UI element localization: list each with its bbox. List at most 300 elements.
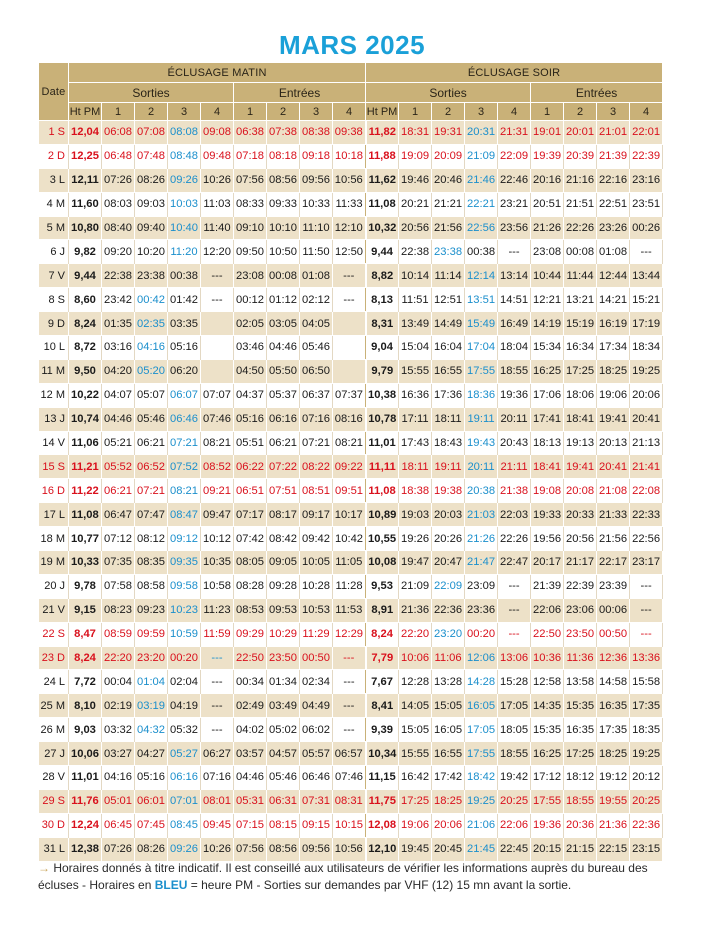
morning-entree-cell: 06:57 bbox=[333, 742, 366, 766]
evening-sortie-cell: 18:36 bbox=[465, 383, 498, 407]
morning-sortie-cell: 08:58 bbox=[135, 574, 168, 598]
evening-sortie-cell: 13:49 bbox=[399, 312, 432, 336]
evening-sortie-cell: 17:05 bbox=[465, 718, 498, 742]
date-cell: 28 V bbox=[39, 766, 69, 790]
evening-sortie-cell: 19:43 bbox=[465, 431, 498, 455]
morning-sortie-cell: 09:48 bbox=[201, 144, 234, 168]
evening-entree-cell: 22:39 bbox=[564, 574, 597, 598]
morning-entree-cell: 01:12 bbox=[267, 288, 300, 312]
evening-sortie-cell: 18:11 bbox=[399, 455, 432, 479]
morning-entree-cell: 08:38 bbox=[300, 121, 333, 145]
morning-entree-cell: 09:38 bbox=[333, 121, 366, 145]
morning-entree-cell: 09:50 bbox=[234, 240, 267, 264]
evening-entree-cell: --- bbox=[630, 622, 663, 646]
date-cell: 22 S bbox=[39, 622, 69, 646]
morning-sortie-cell: 07:48 bbox=[135, 144, 168, 168]
morning-sortie-cell: 02:19 bbox=[102, 694, 135, 718]
evening-entree-cell: 00:08 bbox=[564, 240, 597, 264]
morning-height-cell: 11,08 bbox=[69, 503, 102, 527]
morning-entree-cell: 09:18 bbox=[300, 144, 333, 168]
evening-sortie-cell: 10:14 bbox=[399, 264, 432, 288]
table-row bbox=[39, 837, 663, 861]
evening-sortie-cell: 22:09 bbox=[432, 574, 465, 598]
evening-sortie-cell: 22:38 bbox=[399, 240, 432, 264]
col-num: 4 bbox=[201, 103, 234, 121]
morning-entree-cell: 08:18 bbox=[267, 144, 300, 168]
morning-entree-cell: 10:42 bbox=[333, 527, 366, 551]
morning-sortie-cell: 07:12 bbox=[102, 527, 135, 551]
evening-sortie-cell: 11:51 bbox=[399, 288, 432, 312]
evening-entree-cell: 22:39 bbox=[630, 144, 663, 168]
morning-sortie-cell: 09:45 bbox=[201, 813, 234, 837]
evening-entree-cell: 13:36 bbox=[630, 646, 663, 670]
morning-entree-cell: 05:46 bbox=[300, 336, 333, 360]
morning-sortie-cell: 10:12 bbox=[201, 527, 234, 551]
date-cell: 18 M bbox=[39, 527, 69, 551]
col-num: 3 bbox=[300, 103, 333, 121]
morning-entree-cell: 00:12 bbox=[234, 288, 267, 312]
col-num: 1 bbox=[399, 103, 432, 121]
evening-sortie-cell: 23:38 bbox=[432, 240, 465, 264]
arrow-icon: → bbox=[38, 861, 50, 875]
evening-entree-cell: 18:06 bbox=[564, 383, 597, 407]
evening-entree-cell: 19:56 bbox=[531, 527, 564, 551]
table-row bbox=[39, 694, 663, 718]
evening-sortie-cell: 23:56 bbox=[498, 216, 531, 240]
date-cell: 20 J bbox=[39, 574, 69, 598]
morning-entree-cell: 02:12 bbox=[300, 288, 333, 312]
morning-sortie-cell: 09:35 bbox=[168, 551, 201, 575]
col-num: 4 bbox=[333, 103, 366, 121]
morning-entree-cell: 07:56 bbox=[234, 168, 267, 192]
col-num: 3 bbox=[168, 103, 201, 121]
morning-entree-cell: 06:51 bbox=[234, 479, 267, 503]
evening-sortie-cell: 16:05 bbox=[465, 694, 498, 718]
morning-sortie-cell: 06:20 bbox=[168, 359, 201, 383]
date-cell: 19 M bbox=[39, 551, 69, 575]
evening-sortie-cell: 14:51 bbox=[498, 288, 531, 312]
morning-sortie-cell: 01:42 bbox=[168, 288, 201, 312]
morning-sortie-cell: 07:47 bbox=[135, 503, 168, 527]
evening-htpm-header: Ht PM bbox=[366, 103, 399, 121]
evening-height-cell: 10,32 bbox=[366, 216, 399, 240]
morning-entree-cell: 10:50 bbox=[267, 240, 300, 264]
morning-entree-cell: 10:53 bbox=[300, 598, 333, 622]
morning-entree-cell: 06:02 bbox=[300, 718, 333, 742]
evening-height-cell: 10,08 bbox=[366, 551, 399, 575]
table-row bbox=[39, 359, 663, 383]
date-column-header: Date bbox=[39, 63, 69, 121]
evening-entree-cell: 00:50 bbox=[597, 622, 630, 646]
morning-sortie-cell: 10:26 bbox=[201, 168, 234, 192]
date-cell: 4 M bbox=[39, 192, 69, 216]
morning-sortie-cell: 06:52 bbox=[135, 455, 168, 479]
morning-sortie-cell: 10:58 bbox=[201, 574, 234, 598]
morning-entree-cell: 08:17 bbox=[267, 503, 300, 527]
evening-sortie-cell: 21:09 bbox=[399, 574, 432, 598]
evening-sortie-cell: 20:11 bbox=[498, 407, 531, 431]
morning-entree-cell: 09:15 bbox=[300, 813, 333, 837]
evening-sortie-cell: 22:21 bbox=[465, 192, 498, 216]
date-cell: 30 D bbox=[39, 813, 69, 837]
evening-entree-cell: 21:39 bbox=[597, 144, 630, 168]
morning-entree-cell: 08:31 bbox=[333, 789, 366, 813]
evening-sortie-cell: 21:06 bbox=[465, 813, 498, 837]
evening-sortie-cell: 16:36 bbox=[399, 383, 432, 407]
evening-sortie-cell: 22:09 bbox=[498, 144, 531, 168]
table-row bbox=[39, 527, 663, 551]
morning-entree-cell: 10:17 bbox=[333, 503, 366, 527]
morning-sortie-cell: 23:42 bbox=[102, 288, 135, 312]
table-row bbox=[39, 336, 663, 360]
morning-htpm-header: Ht PM bbox=[69, 103, 102, 121]
morning-entree-cell: 23:08 bbox=[234, 264, 267, 288]
evening-entree-cell: 15:35 bbox=[564, 694, 597, 718]
morning-sortie-cell: 05:16 bbox=[135, 766, 168, 790]
evening-entree-cell: 16:34 bbox=[564, 336, 597, 360]
evening-sortie-cell: 00:38 bbox=[465, 240, 498, 264]
evening-entree-cell: 19:01 bbox=[531, 121, 564, 145]
col-num: 2 bbox=[432, 103, 465, 121]
table-row bbox=[39, 407, 663, 431]
morning-height-cell: 8,60 bbox=[69, 288, 102, 312]
evening-entree-cell: 22:50 bbox=[531, 622, 564, 646]
evening-entree-cell: 14:19 bbox=[531, 312, 564, 336]
evening-entree-cell: 23:17 bbox=[630, 551, 663, 575]
morning-entree-cell: 06:38 bbox=[234, 121, 267, 145]
evening-entree-cell: 22:06 bbox=[531, 598, 564, 622]
morning-sortie-cell: 05:20 bbox=[135, 359, 168, 383]
morning-entree-cell: 12:50 bbox=[333, 240, 366, 264]
table-row bbox=[39, 718, 663, 742]
footnote-blue-word: BLEU bbox=[154, 878, 188, 892]
morning-sortie-cell: 11:03 bbox=[201, 192, 234, 216]
morning-entree-cell: 09:51 bbox=[333, 479, 366, 503]
morning-entree-cell: --- bbox=[333, 670, 366, 694]
col-num: 3 bbox=[465, 103, 498, 121]
morning-sortie-cell: 03:16 bbox=[102, 336, 135, 360]
morning-entree-cell: --- bbox=[333, 264, 366, 288]
evening-entree-cell: 23:15 bbox=[630, 837, 663, 861]
evening-entree-cell: 17:25 bbox=[564, 742, 597, 766]
evening-sortie-cell: 21:03 bbox=[465, 503, 498, 527]
evening-height-cell: 9,79 bbox=[366, 359, 399, 383]
morning-sortie-cell: 06:27 bbox=[201, 742, 234, 766]
evening-sortie-cell: 15:05 bbox=[399, 718, 432, 742]
morning-sortie-cell: 08:03 bbox=[102, 192, 135, 216]
morning-sorties-header: Sorties bbox=[69, 83, 234, 103]
col-num: 2 bbox=[564, 103, 597, 121]
morning-entree-cell: 05:50 bbox=[267, 359, 300, 383]
evening-sortie-cell: 15:55 bbox=[399, 359, 432, 383]
morning-entree-cell: 06:31 bbox=[267, 789, 300, 813]
evening-sortie-cell: 20:38 bbox=[465, 479, 498, 503]
evening-height-cell: 8,13 bbox=[366, 288, 399, 312]
evening-sortie-cell: 23:09 bbox=[465, 574, 498, 598]
evening-sortie-cell: 20:31 bbox=[465, 121, 498, 145]
date-cell: 10 L bbox=[39, 336, 69, 360]
morning-sortie-cell: 07:08 bbox=[135, 121, 168, 145]
evening-entree-cell: 21:51 bbox=[564, 192, 597, 216]
morning-entree-cell: 11:29 bbox=[300, 622, 333, 646]
evening-entree-cell: 17:55 bbox=[531, 789, 564, 813]
col-num: 3 bbox=[597, 103, 630, 121]
morning-entree-cell: 10:56 bbox=[333, 837, 366, 861]
morning-height-cell: 12,38 bbox=[69, 837, 102, 861]
evening-entree-cell: 12:21 bbox=[531, 288, 564, 312]
morning-height-cell: 10,74 bbox=[69, 407, 102, 431]
evening-sortie-cell: 12:51 bbox=[432, 288, 465, 312]
table-row bbox=[39, 574, 663, 598]
morning-entree-cell: 09:56 bbox=[300, 168, 333, 192]
evening-sortie-cell: 22:47 bbox=[498, 551, 531, 575]
evening-entree-cell: 16:35 bbox=[564, 718, 597, 742]
table-row bbox=[39, 646, 663, 670]
evening-height-cell: 10,89 bbox=[366, 503, 399, 527]
evening-sortie-cell: 18:38 bbox=[399, 479, 432, 503]
morning-sortie-cell: 08:01 bbox=[201, 789, 234, 813]
evening-sortie-cell: 19:42 bbox=[498, 766, 531, 790]
evening-entree-cell: 19:13 bbox=[564, 431, 597, 455]
morning-entree-cell: 11:05 bbox=[333, 551, 366, 575]
evening-sortie-cell: 20:25 bbox=[498, 789, 531, 813]
evening-entree-cell: 14:58 bbox=[597, 670, 630, 694]
evening-entree-cell: 23:51 bbox=[630, 192, 663, 216]
morning-sortie-cell: 09:58 bbox=[168, 574, 201, 598]
morning-sortie-cell: 07:46 bbox=[201, 407, 234, 431]
morning-entree-cell: 07:46 bbox=[333, 766, 366, 790]
evening-entree-cell: 20:06 bbox=[630, 383, 663, 407]
table-row bbox=[39, 240, 663, 264]
morning-height-cell: 10,77 bbox=[69, 527, 102, 551]
evening-sortie-cell: 13:14 bbox=[498, 264, 531, 288]
evening-entree-cell: 12:58 bbox=[531, 670, 564, 694]
evening-entree-cell: 13:58 bbox=[564, 670, 597, 694]
col-num: 1 bbox=[234, 103, 267, 121]
morning-height-cell: 12,11 bbox=[69, 168, 102, 192]
evening-entree-cell: 10:44 bbox=[531, 264, 564, 288]
morning-entree-cell: 10:28 bbox=[300, 574, 333, 598]
evening-sortie-cell: 20:46 bbox=[432, 168, 465, 192]
evening-sortie-cell: 00:20 bbox=[465, 622, 498, 646]
evening-sortie-cell: 17:55 bbox=[465, 359, 498, 383]
evening-entree-cell: 18:34 bbox=[630, 336, 663, 360]
morning-sortie-cell: 10:03 bbox=[168, 192, 201, 216]
evening-sortie-cell: 21:38 bbox=[498, 479, 531, 503]
evening-entree-cell: 21:56 bbox=[597, 527, 630, 551]
morning-entree-cell: 07:17 bbox=[234, 503, 267, 527]
morning-sortie-cell: 09:23 bbox=[135, 598, 168, 622]
evening-header: ÉCLUSAGE SOIR bbox=[366, 63, 663, 83]
evening-sortie-cell: 17:25 bbox=[399, 789, 432, 813]
evening-height-cell: 11,75 bbox=[366, 789, 399, 813]
morning-entree-cell: 12:29 bbox=[333, 622, 366, 646]
morning-entree-cell: 04:05 bbox=[300, 312, 333, 336]
morning-sortie-cell: 05:52 bbox=[102, 455, 135, 479]
evening-entree-cell: 20:41 bbox=[597, 455, 630, 479]
evening-height-cell: 8,31 bbox=[366, 312, 399, 336]
evening-sortie-cell: 19:03 bbox=[399, 503, 432, 527]
morning-height-cell: 9,78 bbox=[69, 574, 102, 598]
evening-entree-cell: 23:08 bbox=[531, 240, 564, 264]
evening-entree-cell: 21:17 bbox=[564, 551, 597, 575]
morning-entree-cell: 11:53 bbox=[333, 598, 366, 622]
morning-entree-cell: 07:15 bbox=[234, 813, 267, 837]
evening-entree-cell: 17:34 bbox=[597, 336, 630, 360]
evening-entree-cell: 21:13 bbox=[630, 431, 663, 455]
morning-sortie-cell: 07:26 bbox=[102, 837, 135, 861]
evening-height-cell: 10,38 bbox=[366, 383, 399, 407]
evening-sortie-cell: 18:04 bbox=[498, 336, 531, 360]
morning-height-cell: 9,44 bbox=[69, 264, 102, 288]
evening-entree-cell: 16:25 bbox=[531, 742, 564, 766]
morning-entree-cell: 06:46 bbox=[300, 766, 333, 790]
morning-entree-cell: 08:16 bbox=[333, 407, 366, 431]
morning-entree-cell: 07:18 bbox=[234, 144, 267, 168]
morning-sortie-cell: 03:32 bbox=[102, 718, 135, 742]
morning-sortie-cell: 22:38 bbox=[102, 264, 135, 288]
morning-entree-cell: 08:21 bbox=[333, 431, 366, 455]
evening-entree-cell: 23:16 bbox=[630, 168, 663, 192]
morning-entree-cell: 10:10 bbox=[267, 216, 300, 240]
evening-sortie-cell: 16:04 bbox=[432, 336, 465, 360]
morning-sortie-cell: 07:26 bbox=[102, 168, 135, 192]
table-row bbox=[39, 216, 663, 240]
table-row bbox=[39, 264, 663, 288]
evening-entree-cell: 00:26 bbox=[630, 216, 663, 240]
morning-sortie-cell: 08:48 bbox=[168, 144, 201, 168]
morning-entree-cell: 08:56 bbox=[267, 168, 300, 192]
evening-sortie-cell: 20:26 bbox=[432, 527, 465, 551]
table-row bbox=[39, 622, 663, 646]
morning-entree-cell: 11:10 bbox=[300, 216, 333, 240]
morning-entree-cell: 04:49 bbox=[300, 694, 333, 718]
morning-sortie-cell: 09:26 bbox=[168, 168, 201, 192]
evening-sorties-header: Sorties bbox=[366, 83, 531, 103]
table-row bbox=[39, 789, 663, 813]
evening-sortie-cell: 18:05 bbox=[498, 718, 531, 742]
morning-entree-cell: 07:31 bbox=[300, 789, 333, 813]
evening-sortie-cell: 21:09 bbox=[465, 144, 498, 168]
evening-sortie-cell: 23:21 bbox=[498, 192, 531, 216]
morning-entree-cell: 05:37 bbox=[267, 383, 300, 407]
evening-entree-cell: 22:26 bbox=[564, 216, 597, 240]
table-row bbox=[39, 383, 663, 407]
morning-height-cell: 8,24 bbox=[69, 646, 102, 670]
evening-entree-cell: 23:06 bbox=[564, 598, 597, 622]
morning-sortie-cell: 09:26 bbox=[168, 837, 201, 861]
morning-entree-cell: 08:05 bbox=[234, 551, 267, 575]
morning-sortie-cell: 07:16 bbox=[201, 766, 234, 790]
morning-entree-cell: 08:28 bbox=[234, 574, 267, 598]
date-cell: 16 D bbox=[39, 479, 69, 503]
table-row bbox=[39, 813, 663, 837]
evening-entree-cell: 19:41 bbox=[597, 407, 630, 431]
morning-sortie-cell: --- bbox=[201, 288, 234, 312]
date-cell: 12 M bbox=[39, 383, 69, 407]
evening-entree-cell: 16:25 bbox=[531, 359, 564, 383]
evening-sortie-cell: 15:55 bbox=[399, 742, 432, 766]
morning-entree-cell: 09:29 bbox=[234, 622, 267, 646]
evening-sortie-cell: 17:43 bbox=[399, 431, 432, 455]
evening-entree-cell: 19:08 bbox=[531, 479, 564, 503]
morning-sortie-cell: 06:07 bbox=[168, 383, 201, 407]
evening-height-cell: 11,88 bbox=[366, 144, 399, 168]
morning-sortie-cell: 06:47 bbox=[102, 503, 135, 527]
morning-sortie-cell: 04:16 bbox=[135, 336, 168, 360]
morning-entree-cell: 04:46 bbox=[267, 336, 300, 360]
evening-entree-cell: 18:25 bbox=[597, 359, 630, 383]
morning-entree-cell: 02:05 bbox=[234, 312, 267, 336]
evening-sortie-cell: 14:05 bbox=[399, 694, 432, 718]
date-cell: 1 S bbox=[39, 121, 69, 145]
evening-entree-cell: 17:06 bbox=[531, 383, 564, 407]
morning-sortie-cell: 06:21 bbox=[135, 431, 168, 455]
morning-height-cell: 12,04 bbox=[69, 121, 102, 145]
morning-entree-cell bbox=[333, 359, 366, 383]
table-row bbox=[39, 455, 663, 479]
evening-entree-cell: 20:56 bbox=[564, 527, 597, 551]
morning-height-cell: 9,82 bbox=[69, 240, 102, 264]
morning-sortie-cell: 08:21 bbox=[168, 479, 201, 503]
morning-sortie-cell: 03:27 bbox=[102, 742, 135, 766]
morning-height-cell: 7,72 bbox=[69, 670, 102, 694]
morning-entree-cell: --- bbox=[333, 718, 366, 742]
evening-height-cell: 11,82 bbox=[366, 121, 399, 145]
evening-height-cell: 11,15 bbox=[366, 766, 399, 790]
table-row bbox=[39, 503, 663, 527]
morning-entree-cell: 07:16 bbox=[300, 407, 333, 431]
morning-sortie-cell: 08:45 bbox=[168, 813, 201, 837]
evening-entree-cell: 23:39 bbox=[597, 574, 630, 598]
morning-sortie-cell: 07:52 bbox=[168, 455, 201, 479]
evening-sortie-cell: 19:46 bbox=[399, 168, 432, 192]
evening-sortie-cell: 23:20 bbox=[432, 622, 465, 646]
footnote-text-2: = heure PM - Sorties sur demandes par VHF (12) 15 mn avant la sortie. bbox=[190, 878, 572, 892]
morning-height-cell: 11,60 bbox=[69, 192, 102, 216]
evening-sortie-cell: 20:56 bbox=[399, 216, 432, 240]
evening-entree-cell: 20:25 bbox=[630, 789, 663, 813]
morning-sortie-cell: 06:16 bbox=[168, 766, 201, 790]
morning-sortie-cell: 23:38 bbox=[135, 264, 168, 288]
evening-sortie-cell: 20:45 bbox=[432, 837, 465, 861]
morning-entree-cell: 09:22 bbox=[333, 455, 366, 479]
evening-sortie-cell: 22:03 bbox=[498, 503, 531, 527]
morning-sortie-cell: --- bbox=[201, 718, 234, 742]
evening-sortie-cell: 17:04 bbox=[465, 336, 498, 360]
evening-sortie-cell: 15:28 bbox=[498, 670, 531, 694]
morning-sortie-cell: 09:47 bbox=[201, 503, 234, 527]
morning-entree-cell: 07:51 bbox=[267, 479, 300, 503]
evening-entree-cell: 17:19 bbox=[630, 312, 663, 336]
evening-sortie-cell: 22:46 bbox=[498, 168, 531, 192]
date-cell: 26 M bbox=[39, 718, 69, 742]
evening-sortie-cell: 20:09 bbox=[432, 144, 465, 168]
footnote-text-1: Horaires donnés à titre indicatif. Il est conseillé aux utilisateurs de vérifier les informations auprès du bureau des écluses - Horaires en bbox=[38, 861, 648, 892]
morning-entree-cell: 08:42 bbox=[267, 527, 300, 551]
morning-height-cell: 10,80 bbox=[69, 216, 102, 240]
morning-entree-cell: --- bbox=[333, 694, 366, 718]
morning-entree-cell: 07:37 bbox=[333, 383, 366, 407]
date-cell: 27 J bbox=[39, 742, 69, 766]
morning-sortie-cell: 09:40 bbox=[135, 216, 168, 240]
morning-entree-cell: 04:02 bbox=[234, 718, 267, 742]
evening-entree-cell: 18:41 bbox=[564, 407, 597, 431]
evening-entree-cell: 21:01 bbox=[597, 121, 630, 145]
morning-sortie-cell: 08:26 bbox=[135, 168, 168, 192]
morning-sortie-cell: 12:20 bbox=[201, 240, 234, 264]
evening-sortie-cell: 20:03 bbox=[432, 503, 465, 527]
